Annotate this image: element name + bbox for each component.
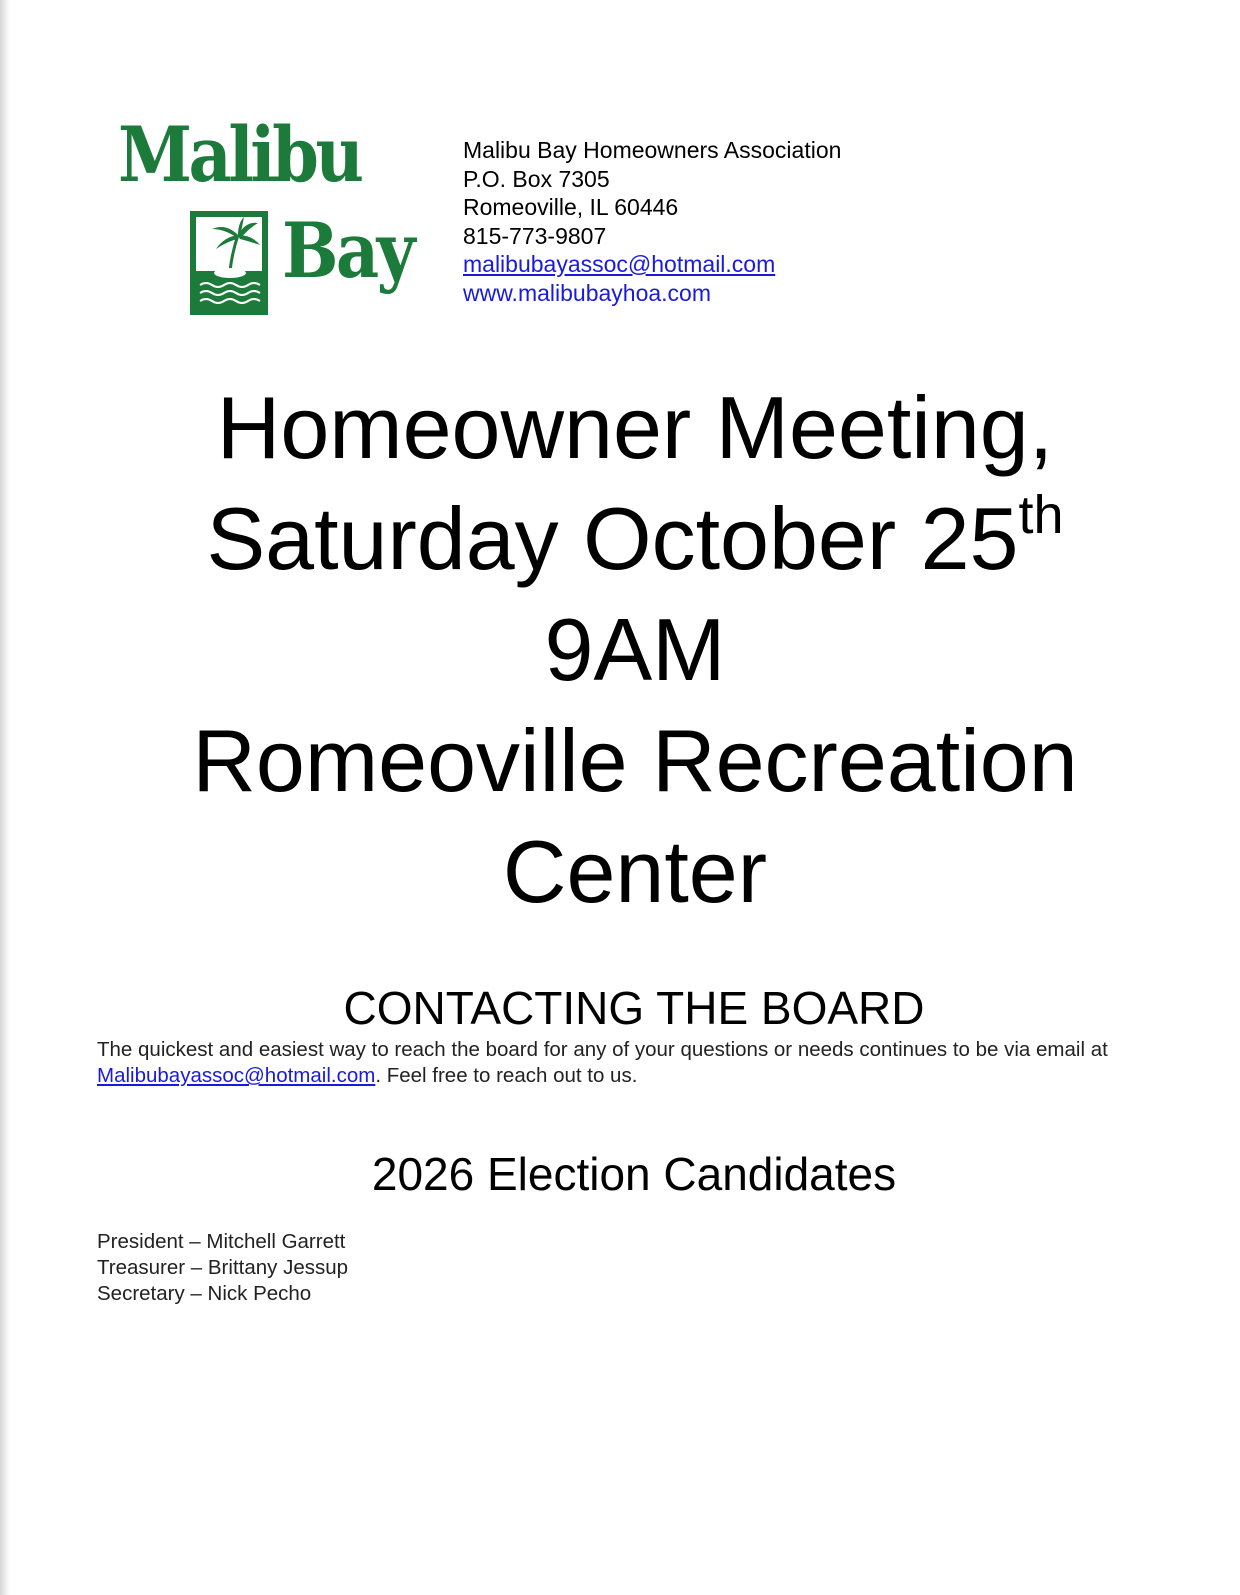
contacting-board-title: CONTACTING THE BOARD <box>343 982 925 1034</box>
contact-text-before: The quickest and easiest way to reach the board for any of your questions or needs continues to be via email at <box>97 1038 1108 1061</box>
malibu-bay-logo <box>112 112 422 327</box>
headline-line-1: Homeowner Meeting, <box>216 378 1054 477</box>
candidate-president: President – Mitchell Garrett <box>97 1230 346 1253</box>
candidate-secretary: Secretary – Nick Pecho <box>97 1282 312 1305</box>
website-link[interactable]: www.malibubayhoa.com <box>463 279 712 306</box>
meeting-venue-cont: Center <box>502 822 768 921</box>
contact-text-after: . Feel free to reach out to us. <box>375 1064 638 1087</box>
email-link[interactable]: malibubayassoc@hotmail.com <box>463 251 776 277</box>
contact-email-link[interactable]: Malibubayassoc@hotmail.com <box>97 1064 376 1087</box>
headline-line-2 <box>20 483 1240 594</box>
logo-word-malibu: Malibu <box>118 110 361 199</box>
page-edge-shadow <box>0 0 10 1595</box>
meeting-time: 9AM <box>544 600 726 699</box>
phone-number: 815-773-9807 <box>463 222 607 249</box>
contact-paragraph <box>97 1037 1187 1089</box>
date-ordinal-suffix: th <box>1018 485 1064 545</box>
election-candidates-title: 2026 Election Candidates <box>371 1148 897 1200</box>
meeting-venue: Romeoville Recreation <box>192 711 1078 810</box>
palm-tree-icon <box>188 209 270 317</box>
candidate-list <box>97 1229 348 1307</box>
association-name: Malibu Bay Homeowners Association <box>463 137 842 163</box>
meeting-headline <box>20 372 1240 927</box>
po-box: P.O. Box 7305 <box>463 165 610 192</box>
association-address-block <box>463 136 841 307</box>
meeting-date: Saturday October 25 <box>206 489 1019 588</box>
candidate-treasurer: Treasurer – Brittany Jessup <box>97 1256 349 1279</box>
city-state-zip: Romeoville, IL 60446 <box>463 194 679 220</box>
logo-word-bay: Bay <box>282 206 413 295</box>
